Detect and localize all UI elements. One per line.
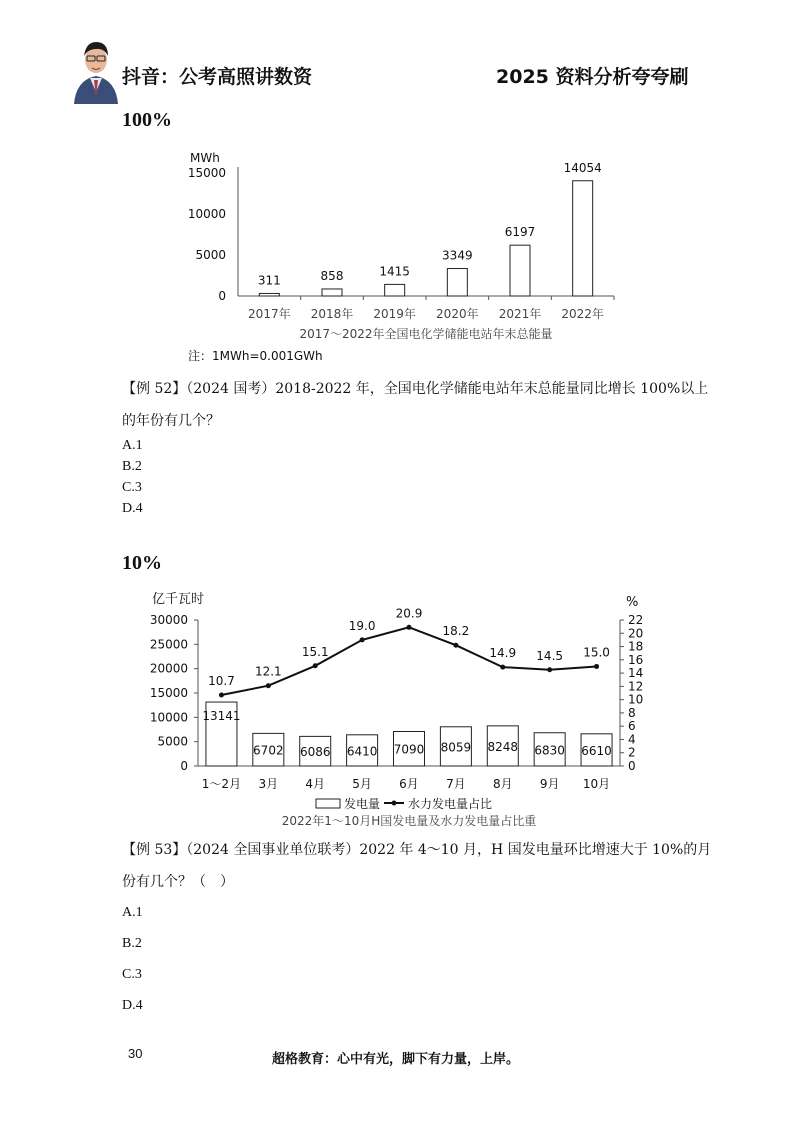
right-tick-label: 8 [628, 705, 636, 720]
right-tick-label: 22 [628, 613, 644, 627]
bar-value-label: 7090 [393, 742, 425, 757]
example53-option-b[interactable]: B.2 [122, 936, 142, 951]
hydro-share-label: 14.9 [489, 646, 517, 661]
legend-line-label: 水力发电量占比 [408, 797, 493, 811]
x-tick-label: 3月 [258, 777, 279, 791]
bar-value-label: 14054 [563, 160, 602, 175]
chart-title: 2022年1～10月H国发电量及水力发电量占比重 [281, 814, 537, 828]
bar-value-label: 6197 [504, 225, 536, 240]
example52-question-line1: 【例 52】（2024 国考）2018-2022 年，全国电化学储能电站年末总能量同比增长 100%以上 [122, 381, 709, 397]
y-axis-unit-label: MWh [190, 151, 220, 165]
y-tick-label: 15000 [187, 166, 226, 180]
hydro-share-point [453, 643, 458, 648]
x-tick-label: 2017年 [248, 307, 291, 321]
footer-slogan: 超格教育：心中有光，脚下有力量，上岸。 [272, 1052, 520, 1067]
bar-value-label: 6830 [534, 743, 565, 758]
x-tick-label: 9月 [539, 777, 560, 791]
right-tick-label: 12 [628, 679, 644, 694]
x-tick-label: 2018年 [310, 307, 354, 321]
hydro-share-point [360, 637, 365, 642]
example52-option-c[interactable]: C.3 [122, 480, 142, 495]
x-tick-label: 2022年 [561, 307, 604, 321]
x-tick-label: 8月 [492, 777, 513, 791]
hydro-share-point [219, 692, 224, 697]
bar-2017年 [259, 293, 279, 296]
bar-2019年 [385, 284, 405, 296]
legend-line-marker [392, 801, 397, 806]
left-tick-label: 0 [180, 759, 188, 773]
hydro-share-label: 15.1 [301, 644, 329, 659]
right-tick-label: 16 [628, 652, 644, 667]
author-avatar [68, 32, 124, 104]
bar-2021年 [510, 245, 530, 296]
hydro-share-point [594, 664, 599, 669]
example53-question-line1: 【例 53】（2024 全国事业单位联考）2022 年 4～10 月，H 国发电量环比增速大于 10%的月 [122, 842, 712, 858]
right-tick-label: 0 [628, 759, 636, 773]
bar-value-label: 1415 [379, 264, 410, 279]
header-right-title: 2025 资料分析夸夸刷 [496, 66, 689, 88]
y-tick-label: 0 [218, 289, 226, 303]
chart-title: 2017～2022年全国电化学储能电站年末总能量 [299, 327, 553, 341]
right-tick-label: 10 [628, 692, 644, 707]
example53-option-d[interactable]: D.4 [122, 998, 143, 1013]
x-tick-label: 1～2月 [201, 777, 242, 791]
left-tick-label: 30000 [149, 613, 188, 627]
bar-value-label: 3349 [442, 248, 473, 263]
example52-option-a[interactable]: A.1 [122, 438, 143, 453]
legend-bar-swatch [316, 799, 340, 808]
bar-2020年 [447, 269, 467, 296]
chart-power-generation [140, 588, 670, 830]
bar-value-label: 13141 [202, 709, 241, 724]
hydro-share-label: 20.9 [395, 606, 423, 621]
bar-value-label: 858 [320, 268, 344, 283]
x-tick-label: 7月 [446, 777, 466, 791]
left-tick-label: 25000 [149, 637, 188, 652]
right-tick-label: 18 [628, 639, 644, 654]
page-number: 30 [128, 1046, 143, 1061]
right-tick-label: 14 [628, 666, 644, 681]
bar-value-label: 6610 [581, 743, 612, 758]
hydro-share-point [547, 667, 552, 672]
x-tick-label: 4月 [305, 777, 326, 791]
hydro-share-point [407, 625, 412, 630]
example52-question-line2: 的年份有几个？ [122, 413, 220, 429]
y-tick-label: 10000 [187, 207, 226, 221]
legend-bar-label: 发电量 [344, 797, 381, 811]
bar-value-label: 6086 [299, 745, 331, 760]
section-title-100: 100% [122, 109, 172, 131]
example53-option-a[interactable]: A.1 [122, 905, 143, 920]
header-left-title: 抖音：公考高照讲数资 [122, 66, 313, 88]
section-title-10: 10% [122, 552, 162, 574]
left-tick-label: 5000 [157, 734, 188, 749]
bar-value-label: 8248 [487, 739, 519, 754]
bar-value-label: 311 [257, 273, 281, 288]
left-tick-label: 20000 [149, 661, 188, 676]
bar-2018年 [322, 289, 342, 296]
hydro-share-point [500, 665, 505, 670]
example52-option-b[interactable]: B.2 [122, 459, 142, 474]
x-tick-label: 2021年 [498, 307, 542, 321]
right-axis-unit-label: % [626, 595, 639, 610]
example53-option-c[interactable]: C.3 [122, 967, 142, 982]
chart-note: 注：1MWh=0.001GWh [188, 349, 323, 363]
x-tick-label: 10月 [582, 777, 611, 791]
left-tick-label: 10000 [149, 710, 188, 725]
hydro-share-label: 14.5 [536, 648, 564, 663]
left-tick-label: 15000 [149, 686, 188, 700]
y-tick-label: 5000 [195, 248, 226, 262]
right-tick-label: 20 [628, 626, 644, 641]
x-tick-label: 5月 [352, 777, 372, 791]
hydro-share-label: 12.1 [254, 664, 282, 679]
hydro-share-label: 19.0 [348, 618, 376, 633]
left-axis-unit-label: 亿千瓦时 [152, 592, 205, 607]
hydro-share-label: 18.2 [442, 624, 470, 639]
bar-value-label: 8059 [440, 740, 472, 755]
hydro-share-point [266, 683, 271, 688]
example52-option-d[interactable]: D.4 [122, 501, 143, 516]
right-tick-label: 2 [628, 745, 636, 760]
bar-value-label: 6410 [346, 744, 378, 759]
x-tick-label: 6月 [399, 777, 419, 791]
hydro-share-point [313, 663, 318, 668]
hydro-share-label: 15.0 [583, 645, 610, 660]
example53-question-line2: 份有几个？（ ） [122, 874, 234, 890]
x-tick-label: 2020年 [436, 307, 479, 321]
bar-value-label: 6702 [253, 743, 284, 758]
bar-2022年 [573, 181, 593, 296]
x-tick-label: 2019年 [373, 307, 416, 321]
right-tick-label: 6 [628, 719, 636, 734]
hydro-share-label: 10.7 [208, 673, 235, 688]
right-tick-label: 4 [628, 732, 636, 747]
chart-storage-energy [170, 145, 640, 363]
